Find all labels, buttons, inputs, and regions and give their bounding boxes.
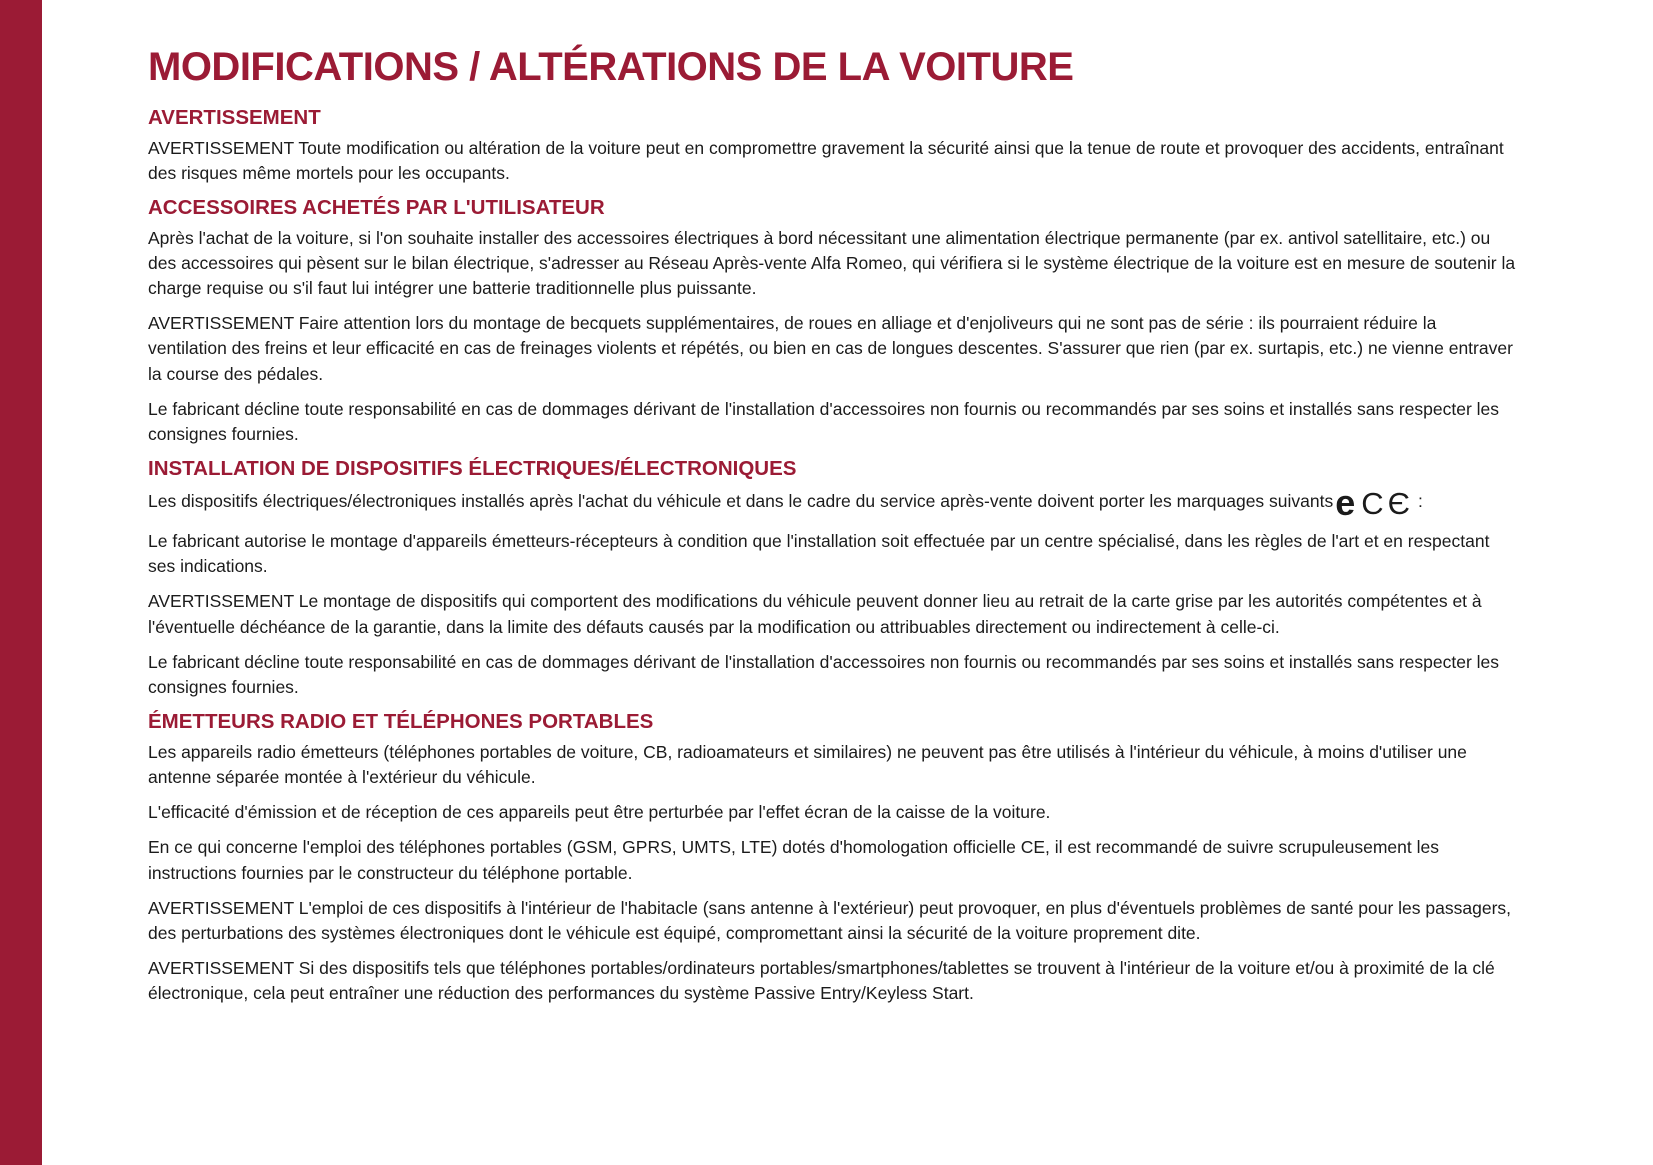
paragraph: Le fabricant autorise le montage d'appareils émetteurs-récepteurs à condition que l'installation soit effectuée par un centre spécialisé, dans les règles de l'art et en respectant ses indications.	[148, 531, 1490, 577]
paragraph: AVERTISSEMENT L'emploi de ces dispositifs à l'intérieur de l'habitacle (sans antenne à l'extérieur) peut provoquer, en plus d'éventuels problèmes de santé pour les passagers, des perturbations des systèmes électroniques dont le véhicule est équipé, compromettant ainsi la sécurité de la voiture proprement dite.	[148, 897, 1512, 943]
paragraph: AVERTISSEMENT Toute modification ou altération de la voiture peut en compromettre gravement la sécurité ainsi que la tenue de route et provoquer des accidents, entraînant des risques même mortels pour les occupants.	[148, 137, 1504, 183]
section-avertissement	[148, 106, 1516, 186]
section-heading: ACCESSOIRES ACHETÉS PAR L'UTILISATEUR	[148, 195, 605, 219]
e-approval-mark-icon: e	[1335, 481, 1356, 523]
marking-paragraph	[148, 481, 1516, 523]
marking-text-after: :	[1417, 490, 1423, 511]
section-heading: INSTALLATION DE DISPOSITIFS ÉLECTRIQUES/ÉLECTRONIQUES	[148, 457, 797, 481]
section-heading: ÉMETTEURS RADIO ET TÉLÉPHONES PORTABLES	[148, 710, 654, 734]
paragraph: L'efficacité d'émission et de réception de ces appareils peut être perturbée par l'effet écran de la caisse de la voiture.	[148, 802, 1051, 823]
paragraph: Le fabricant décline toute responsabilité en cas de dommages dérivant de l'installation d'accessoires non fournis ou recommandés par ses soins et installés sans respecter les consignes fournies.	[148, 398, 1500, 444]
paragraph: En ce qui concerne l'emploi des téléphones portables (GSM, GPRS, UMTS, LTE) dotés d'homologation officielle CE, il est recommandé de suivre scrupuleusement les instructions fournies par le constructeur du téléphone portable.	[148, 837, 1439, 883]
paragraph: Après l'achat de la voiture, si l'on souhaite installer des accessoires électriques à bord nécessitant une alimentation électrique permanente (par ex. antivol satellitaire, etc.) ou des accessoires qui pèsent sur le bilan électrique, s'adresser au Réseau Après-vente Alfa Romeo, qui vérifiera si le système électrique de la voiture est en mesure de soutenir la charge requise ou s'il faut lui intégrer une batterie traditionnelle plus puissante.	[148, 227, 1516, 298]
paragraph: AVERTISSEMENT Faire attention lors du montage de becquets supplémentaires, de roues en alliage et d'enjoliveurs qui ne sont pas de série : ils pourraient réduire la ventilation des freins et leur efficacité en cas de freinages violents et répétés, ou bien en cas de longues descentes. S'assurer que rien (par ex. surtapis, etc.) ne vienne entraver la course des pédales.	[148, 313, 1513, 384]
paragraph: Le fabricant décline toute responsabilité en cas de dommages dérivant de l'installation d'accessoires non fournis ou recommandés par ses soins et installés sans respecter les consignes fournies.	[148, 651, 1500, 697]
ce-mark-icon: CЄ	[1361, 485, 1414, 521]
section-installation-dispositifs	[148, 457, 1516, 700]
paragraph: AVERTISSEMENT Le montage de dispositifs qui comportent des modifications du véhicule peuvent donner lieu au retrait de la carte grise par les autorités compétentes et à l'éventuelle déchéance de la garantie, dans la limite des défauts causés par la modification ou attribuables directement ou indirectement à celle-ci.	[148, 591, 1482, 637]
section-emetteurs-radio	[148, 710, 1516, 1006]
section-accessoires	[148, 196, 1516, 447]
page-title: MODIFICATIONS / ALTÉRATIONS DE LA VOITURE	[148, 45, 1074, 89]
page-content	[148, 46, 1516, 1016]
paragraph: AVERTISSEMENT Si des dispositifs tels que téléphones portables/ordinateurs portables/smartphones/tablettes se trouvent à l'intérieur de la voiture et/ou à proximité de la clé électronique, cela peut entraîner une réduction des performances du système Passive Entry/Keyless Start.	[148, 958, 1495, 1004]
section-heading: AVERTISSEMENT	[148, 106, 321, 129]
paragraph: Les appareils radio émetteurs (téléphones portables de voiture, CB, radioamateurs et similaires) ne peuvent pas être utilisés à l'intérieur du véhicule, à moins d'utiliser une antenne séparée montée à l'extérieur du véhicule.	[148, 741, 1467, 787]
marking-text-before: Les dispositifs électriques/électroniques installés après l'achat du véhicule et dans le cadre du service après-vente doivent porter les marquages suivants	[148, 490, 1334, 511]
left-margin-stripe	[0, 0, 42, 1165]
